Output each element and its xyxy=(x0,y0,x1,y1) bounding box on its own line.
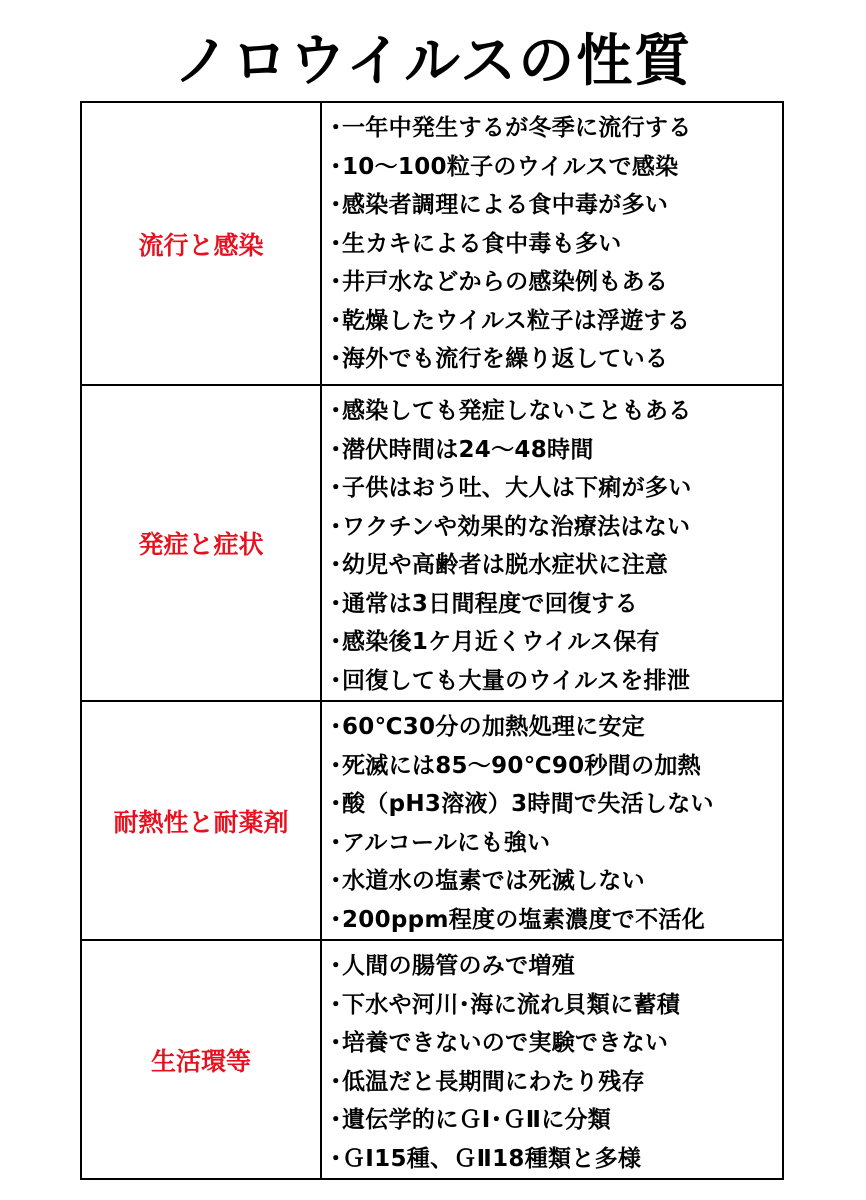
bullet-icon: ･ xyxy=(330,752,342,779)
bullet-icon: ･ xyxy=(330,906,342,933)
section-items xyxy=(321,940,783,1179)
list-item xyxy=(330,225,782,264)
list-item xyxy=(330,263,782,302)
list-item-text: 回復しても大量のウイルスを排泄 xyxy=(342,667,691,694)
page-title: ノロウイルスの性質 xyxy=(173,29,693,94)
list-item xyxy=(330,1024,782,1063)
bullet-icon: ･ xyxy=(330,1107,342,1133)
list-item xyxy=(330,862,782,901)
list-item xyxy=(330,662,782,701)
list-item-text: 遺伝学的にＧⅠ･ＧⅡに分類 xyxy=(342,1107,612,1133)
properties-table-body xyxy=(81,102,783,1179)
bullet-icon: ･ xyxy=(330,192,342,218)
section-items xyxy=(321,385,783,701)
list-item-text: 水道水の塩素では死滅しない xyxy=(342,868,645,894)
bullet-icon: ･ xyxy=(330,1030,342,1056)
bullet-icon: ･ xyxy=(330,346,342,372)
bullet-icon: ･ xyxy=(330,230,342,257)
section-items xyxy=(321,102,783,385)
bullet-icon: ･ xyxy=(330,436,342,463)
list-item xyxy=(330,302,782,341)
section-row xyxy=(81,385,783,701)
list-item xyxy=(330,431,782,470)
list-item-text: 死滅には85～90℃90秒間の加熱 xyxy=(342,752,701,779)
list-item-text: ワクチンや効果的な治療法はない xyxy=(342,513,691,540)
list-item xyxy=(330,508,782,547)
list-item xyxy=(330,109,782,148)
list-item xyxy=(330,947,782,986)
list-item xyxy=(330,824,782,863)
list-item xyxy=(330,1063,782,1102)
bullet-icon: ･ xyxy=(330,475,342,501)
bullet-icon: ･ xyxy=(330,1068,342,1095)
list-item-text: 10～100粒子のウイルスで感染 xyxy=(342,153,679,180)
list-item xyxy=(330,186,782,225)
list-item xyxy=(330,392,782,431)
list-item-text: 井戸水などからの感染例もある xyxy=(342,269,669,295)
list-item xyxy=(330,901,782,940)
list-item-text: 潜伏時間は24～48時間 xyxy=(342,436,594,463)
list-item-text: アルコールにも強い xyxy=(342,829,551,856)
list-item xyxy=(330,546,782,585)
bullet-icon: ･ xyxy=(330,829,342,856)
bullet-icon: ･ xyxy=(330,667,342,694)
section-category: 生活環等 xyxy=(81,940,321,1179)
section-row xyxy=(81,940,783,1179)
list-item-text: 下水や河川･海に流れ貝類に蓄積 xyxy=(342,991,680,1018)
bullet-icon: ･ xyxy=(330,953,342,979)
list-item-text: 子供はおう吐、大人は下痢が多い xyxy=(342,475,692,501)
list-item xyxy=(330,986,782,1025)
list-item xyxy=(330,1140,782,1179)
list-item xyxy=(330,623,782,662)
bullet-icon: ･ xyxy=(330,398,342,424)
properties-table xyxy=(80,101,784,1180)
section-category: 流行と感染 xyxy=(81,102,321,385)
list-item-text: 生カキによる食中毒も多い xyxy=(342,230,622,257)
list-item-text: 感染しても発症しないこともある xyxy=(342,398,692,424)
list-item xyxy=(330,785,782,824)
list-item-text: 酸（pH3溶液）3時間で失活しない xyxy=(342,791,714,817)
section-category: 耐熱性と耐薬剤 xyxy=(81,701,321,940)
list-item xyxy=(330,340,782,379)
bullet-icon: ･ xyxy=(330,269,342,295)
list-item xyxy=(330,747,782,786)
bullet-icon: ･ xyxy=(330,552,342,578)
list-item xyxy=(330,469,782,508)
bullet-icon: ･ xyxy=(330,153,342,180)
list-item xyxy=(330,585,782,624)
list-item-text: 海外でも流行を繰り返している xyxy=(342,346,669,372)
list-item xyxy=(330,1101,782,1140)
section-row xyxy=(81,701,783,940)
list-item-text: 人間の腸管のみで増殖 xyxy=(342,953,575,979)
list-item-text: 通常は3日間程度で回復する xyxy=(342,590,638,617)
section-row xyxy=(81,102,783,385)
bullet-icon: ･ xyxy=(330,590,342,617)
bullet-icon: ･ xyxy=(330,714,342,740)
bullet-icon: ･ xyxy=(330,868,342,894)
list-item-text: 感染後1ケ月近くウイルス保有 xyxy=(342,629,660,655)
list-item-text: 幼児や高齢者は脱水症状に注意 xyxy=(342,552,669,578)
list-item xyxy=(330,708,782,747)
bullet-icon: ･ xyxy=(330,307,342,334)
list-item-text: 低温だと長期間にわたり残存 xyxy=(342,1068,645,1095)
bullet-icon: ･ xyxy=(330,991,342,1018)
list-item-text: 培養できないので実験できない xyxy=(342,1030,669,1056)
bullet-icon: ･ xyxy=(330,1145,342,1172)
bullet-icon: ･ xyxy=(330,629,342,655)
section-category: 発症と症状 xyxy=(81,385,321,701)
section-items xyxy=(321,701,783,940)
list-item-text: 乾燥したウイルス粒子は浮遊する xyxy=(342,307,691,334)
list-item-text: ＧⅠ15種、ＧⅡ18種類と多様 xyxy=(342,1145,642,1172)
bullet-icon: ･ xyxy=(330,115,342,141)
list-item-text: 60℃30分の加熱処理に安定 xyxy=(342,714,646,740)
bullet-icon: ･ xyxy=(330,791,342,817)
list-item-text: 感染者調理による食中毒が多い xyxy=(342,192,669,218)
list-item xyxy=(330,148,782,187)
list-item-text: 200ppm程度の塩素濃度で不活化 xyxy=(342,906,706,933)
bullet-icon: ･ xyxy=(330,513,342,540)
list-item-text: 一年中発生するが冬季に流行する xyxy=(342,115,692,141)
